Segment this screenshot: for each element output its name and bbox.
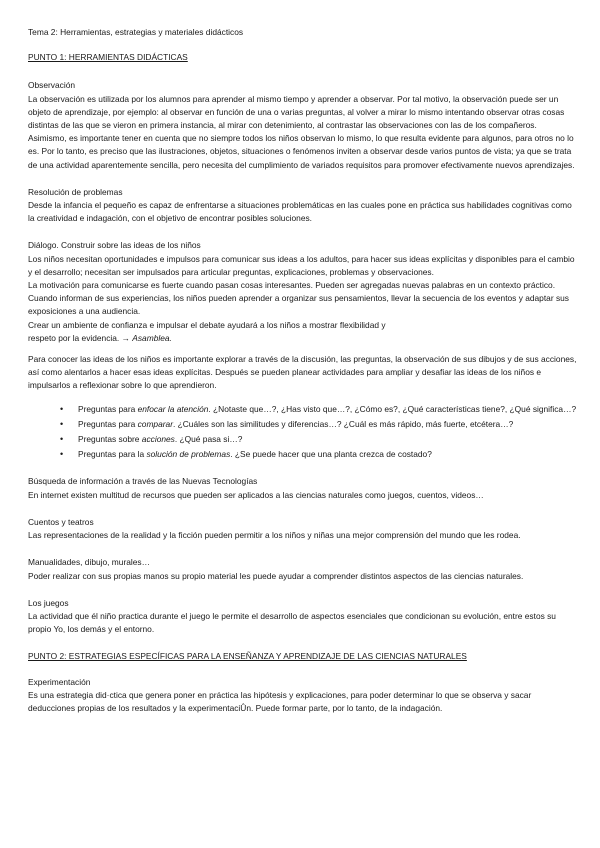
section-experimentacion (28, 676, 578, 716)
list-item: • Preguntas para comparar. ¿Cuáles son las similitudes y diferencias…? ¿Cuál es más rápido, más fuerte, etcétera…? (78, 418, 578, 431)
dialogo-paragraph-4: Crear un ambiente de confianza e impulsar el debate ayudará a los niños a mostrar flexibilidad y (28, 319, 386, 330)
list-item: • Preguntas para la solución de problemas. ¿Se puede hacer que una planta crezca de costado? (78, 448, 578, 461)
section-juegos (28, 597, 578, 637)
manualidades-paragraph: Poder realizar con sus propias manos su propio material les puede ayudar a comprender distintos aspectos de las ciencias naturales. (28, 570, 524, 581)
section-manualidades (28, 556, 578, 582)
juegos-paragraph: La actividad que él niño practica durante el juego le permite el desarrollo de aspectos esenciales que condicionan su evolución, entre estos su propio Yo, los demás y el entorno. (28, 610, 556, 635)
experimentacion-paragraph: Es una estrategia did·ctica que genera poner en práctica las hipótesis y explicaciones, para poder determinar lo que se observa y sacar deducciones propias de los resultados y la experimentaciÛn. Puede formar parte, por lo tanto, de la indagación. (28, 689, 532, 713)
dialogo-p5-text: respeto por la evidencia. → (28, 332, 133, 343)
juegos-heading: Los juegos (28, 597, 69, 608)
manualidades-heading: Manualidades, dibujo, murales… (28, 557, 150, 568)
dialogo-paragraph-5 (28, 332, 578, 345)
busqueda-paragraph: En internet existen multitud de recursos que pueden ser aplicados a las ciencias naturales como juegos, cuentos, videos… (28, 489, 484, 500)
dialogo-paragraph-3: Cuando informan de sus experiencias, los niños pueden aprender a organizar sus pensamientos, llevar la secuencia de los eventos y adaptar sus exposiciones a una audiencia. (28, 293, 569, 317)
resolucion-heading: Resolución de problemas (28, 186, 123, 197)
section-dialogo (28, 239, 578, 461)
dialogo-paragraph-6: Para conocer las ideas de los niños es importante explorar a través de la discusión, las preguntas, la observación de sus dibujos y de sus acciones, así como alentarlos a hacer esas ideas explícitas. Después se pueden planear actividades para ampliar y desafiar las ideas de los niños e impulsarlos a reflexionar sobre lo que aprendieron. (28, 354, 577, 391)
observacion-heading: Observación (28, 80, 76, 91)
list-item: • Preguntas para enfocar la atención. ¿Notaste que…?, ¿Has visto que…?, ¿Cómo es?, ¿Qué características tiene?, ¿Qué significa…? (78, 403, 578, 416)
document-page (28, 26, 578, 729)
dialogo-heading: Diálogo. Construir sobre las ideas de los niños (28, 240, 201, 251)
experimentacion-heading: Experimentación (28, 676, 91, 687)
section-busqueda (28, 475, 578, 501)
asamblea-emphasis: Asamblea. (132, 332, 172, 343)
busqueda-heading: Búsqueda de información a través de las Nuevas Tecnologías (28, 476, 258, 487)
section-resolucion (28, 186, 578, 226)
punto1-heading: PUNTO 1: HERRAMIENTAS DIDÁCTICAS (28, 52, 188, 63)
section-cuentos (28, 516, 578, 542)
dialogo-paragraph-2: La motivación para comunicarse es fuerte cuando pasan cosas interesantes. Pueden ser agregadas nuevas palabras en un contexto práctico. (28, 280, 556, 291)
observacion-paragraph-1: La observación es utilizada por los alumnos para aprender al mismo tiempo y aprender a observar. Por tal motivo, la observación puede ser un objeto de aprendizaje, por ejemplo: al observar en función de una o varias preguntas, al volver a mirar lo mismo intentando observar otras cosas distintas de las que se vieron en primera instancia, al mirar con detenimiento, al contrastar las observaciones con las de los compañeros. (28, 93, 565, 131)
punto2-heading: PUNTO 2: ESTRATEGIAS ESPECÍFICAS PARA LA ENSEÑANZA Y APRENDIZAJE DE LAS CIENCIAS NATURALES (28, 651, 467, 662)
section-observacion (28, 79, 578, 171)
resolucion-paragraph: Desde la infancia el pequeño es capaz de enfrentarse a situaciones problemáticas en las cuales pone en práctica sus habilidades cognitivas como la creatividad e indagación, con el objetivo de encontrar posibles soluciones. (28, 200, 572, 224)
document-title: Tema 2: Herramientas, estrategias y materiales didácticos (28, 27, 244, 37)
cuentos-heading: Cuentos y teatros (28, 516, 94, 527)
observacion-paragraph-2: Asimismo, es importante tener en cuenta que no siempre todos los niños observan lo mismo, lo que resulta evidente para algunos, para otros no lo es. Por lo tanto, es preciso que las ilustraciones, objetos, situaciones o fenómenos inviten a observar desde varios puntos de vista; ya que se trata de una actividad aparentemente sencilla, pero necesita del cumplimiento de variados requisitos para promover efectivamente nuevos aprendizajes. (28, 133, 575, 170)
dialogo-paragraph-1: Los niños necesitan oportunidades e impulsos para comunicar sus ideas a los adultos, para hacer sus ideas explícitas y disponibles para el cambio y el desarrollo; necesitan ser impulsados para articular preguntas, explicaciones, problemas y observaciones. (28, 253, 575, 277)
preguntas-list (28, 403, 578, 462)
list-item: • Preguntas sobre acciones. ¿Qué pasa si…? (78, 433, 578, 446)
cuentos-paragraph: Las representaciones de la realidad y la ficción pueden permitir a los niños y niñas una mejor comprensión del mundo que les rodea. (28, 530, 521, 541)
